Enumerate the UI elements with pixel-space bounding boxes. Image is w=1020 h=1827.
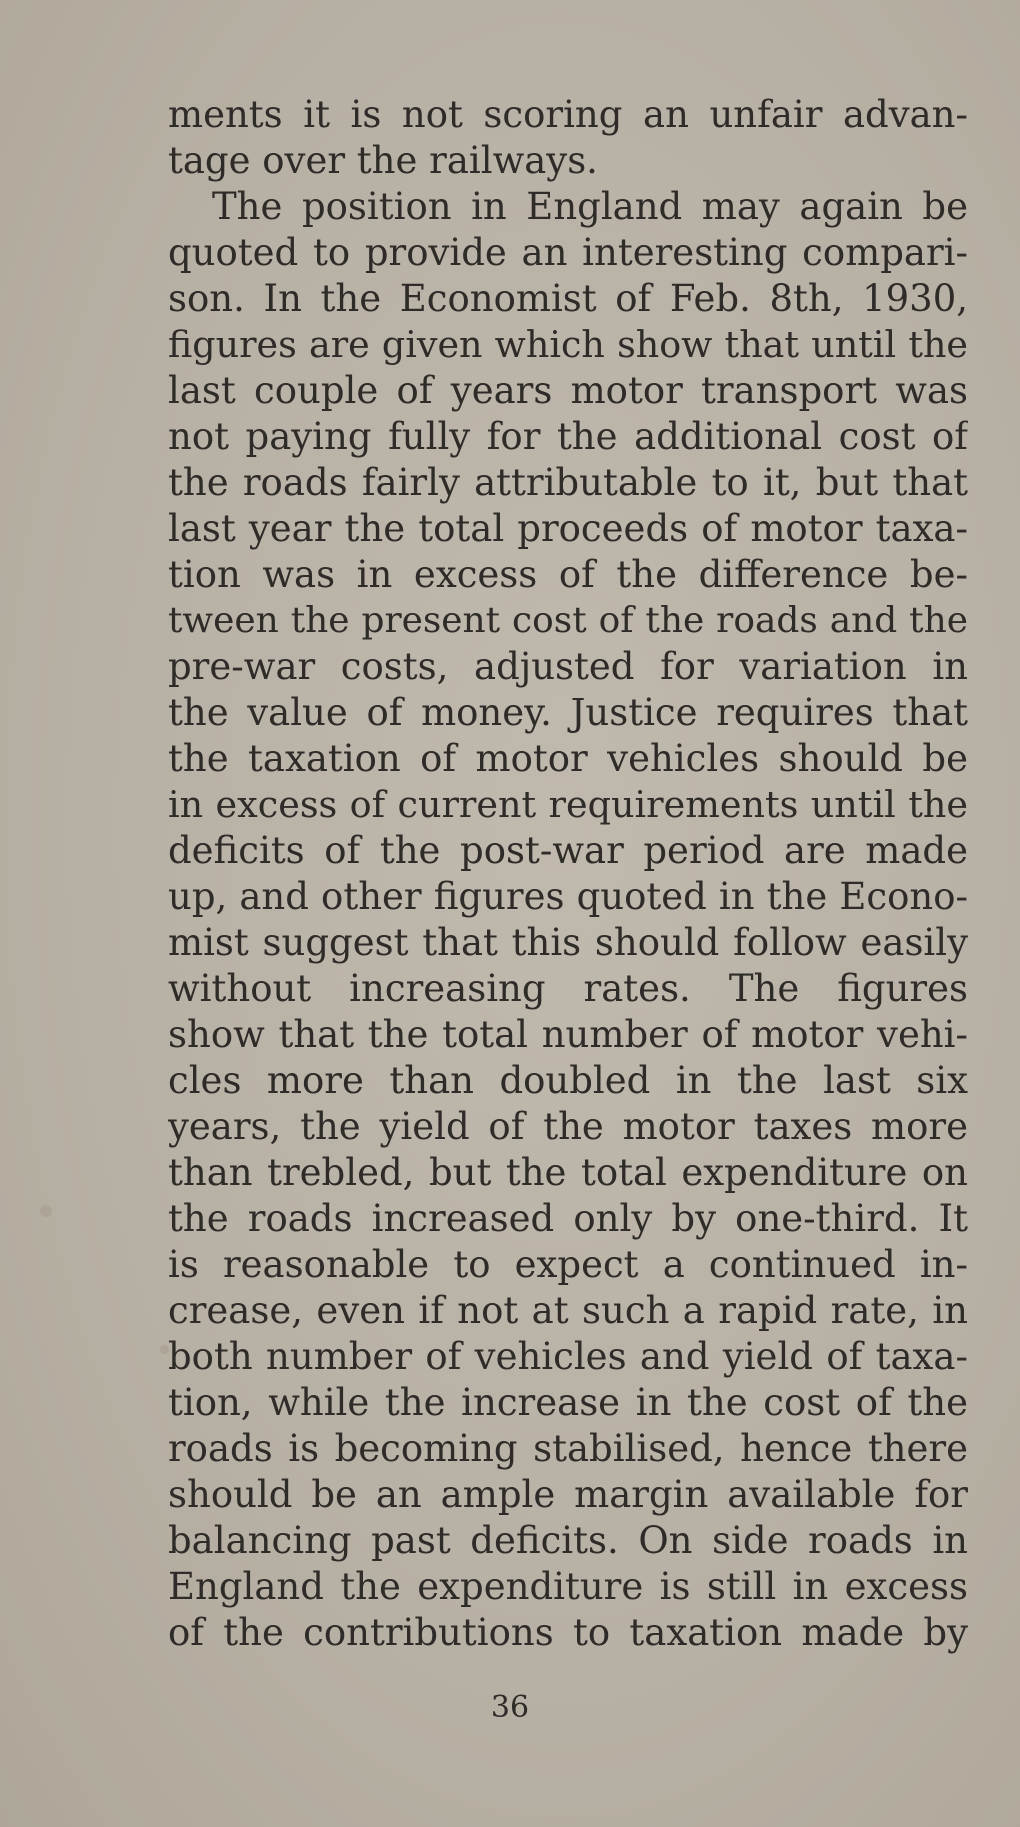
text-line: crease, even if not at such a rapid rate, in [168, 1289, 968, 1332]
text-line: up, and other figures quoted in the Econo- [168, 875, 968, 918]
text-line: pre-war costs, adjusted for variation in [168, 645, 968, 688]
text-line: tion, while the increase in the cost of the [168, 1381, 968, 1424]
text-line: both number of vehicles and yield of taxa- [168, 1335, 968, 1378]
text-line: mist suggest that this should follow easily [168, 921, 968, 964]
text-line: The position in England may again be [212, 185, 968, 228]
text-line: last couple of years motor transport was [168, 369, 968, 412]
text-line: roads is becoming stabilised, hence there [168, 1427, 968, 1470]
text-line: last year the total proceeds of motor taxa- [168, 507, 968, 550]
text-line: without increasing rates. The figures [168, 967, 968, 1010]
text-line: show that the total number of motor vehi- [168, 1013, 968, 1056]
text-line: quoted to provide an interesting compari- [168, 231, 968, 274]
text-line: figures are given which show that until the [168, 323, 968, 366]
text-line: not paying fully for the additional cost of [168, 415, 968, 458]
text-line: years, the yield of the motor taxes more [168, 1105, 968, 1148]
text-line: the roads increased only by one-third. It [168, 1197, 968, 1240]
text-line: the value of money. Justice requires that [168, 691, 968, 734]
body-text [168, 92, 968, 1656]
text-line: deficits of the post-war period are made [168, 829, 968, 872]
text-line: the roads fairly attributable to it, but that [168, 461, 968, 504]
text-line: should be an ample margin available for [168, 1473, 968, 1516]
text-line: cles more than doubled in the last six [168, 1059, 968, 1102]
text-line: ments it is not scoring an unfair advan- [168, 93, 968, 136]
text-line: of the contributions to taxation made by [168, 1611, 968, 1654]
text-line: tion was in excess of the difference be- [168, 553, 968, 596]
text-line: is reasonable to expect a continued in- [168, 1243, 968, 1286]
text-line: in excess of current requirements until the [168, 783, 968, 826]
paper-speck [40, 1205, 52, 1217]
text-line: England the expenditure is still in excess [168, 1565, 968, 1608]
text-line: tage over the railways. [168, 139, 598, 182]
page-number: 36 [490, 1690, 530, 1725]
text-line: balancing past deficits. On side roads in [168, 1519, 968, 1562]
text-line: son. In the Economist of Feb. 8th, 1930, [168, 277, 968, 320]
text-line: the taxation of motor vehicles should be [168, 737, 968, 780]
text-line: tween the present cost of the roads and the [168, 600, 968, 641]
text-line: than trebled, but the total expenditure on [168, 1151, 968, 1194]
